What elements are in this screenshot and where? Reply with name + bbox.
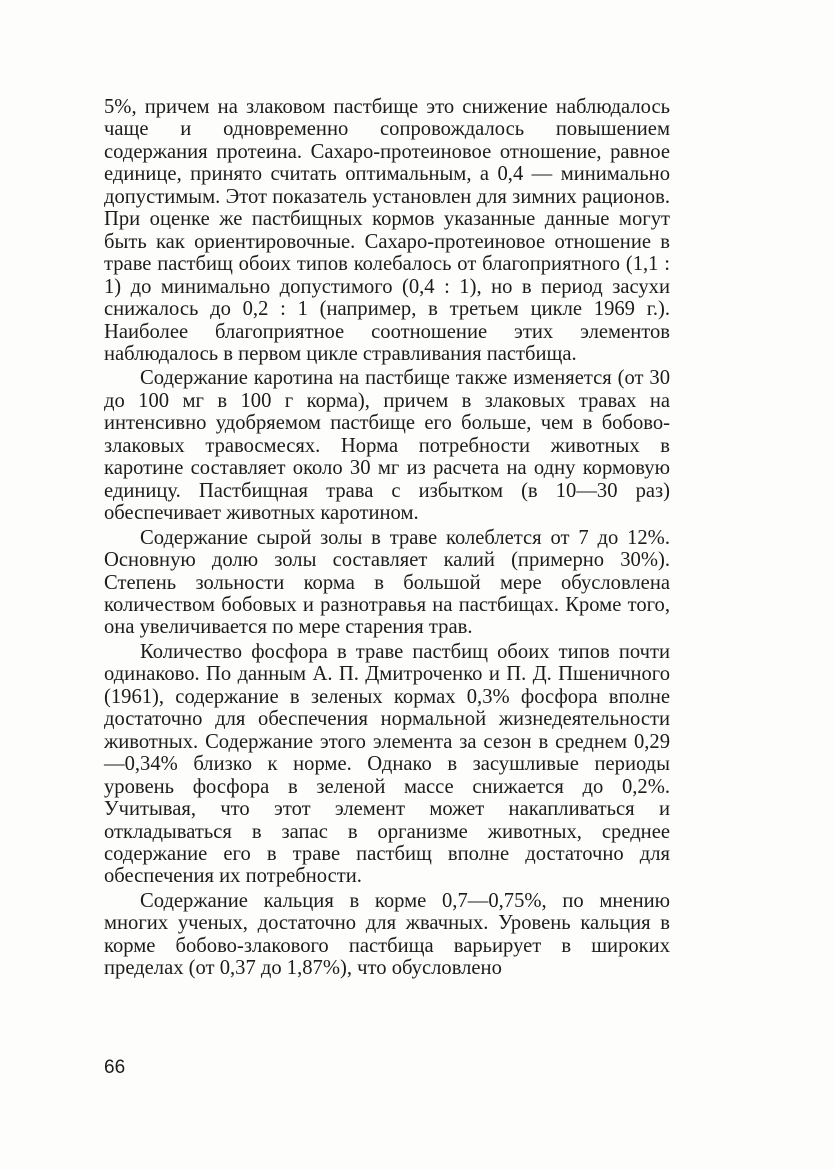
paragraph-carotene: Содержание каротина на пастбище также изменяется (от 30 до 100 мг в 100 г корма), причем в злаковых травах на интенсивно удобряемом пастбище его больше, чем в бобово-злаковых травосмесях. Норма потребности животных в каротине составляет около 30 мг из расчета на одну кормовую единицу. Пастбищная трава с избытком (в 10—30 раз) обеспечивает животных каротином.: [104, 367, 670, 525]
paragraph-calcium: Содержание кальция в корме 0,7—0,75%, по мнению многих ученых, достаточно для жвачных. Уровень кальция в корме бобово-злакового пастбища варьирует в широких пределах (от 0,37 до 1,87%), что обусловлено: [104, 889, 670, 980]
paragraph-phosphorus: Количество фосфора в траве пастбищ обоих типов почти одинаково. По данным А. П. Дмитроченко и П. Д. Пшеничного (1961), содержание в зеленых кормах 0,3% фосфора вполне достаточно для обеспечения нормальной жизнедеятельности животных. Содержание этого элемента за сезон в среднем 0,29—0,34% близко к норме. Однако в засушливые периоды уровень фосфора в зеленой массе снижается до 0,2%. Учитывая, что этот элемент может накапливаться и откладываться в запас в организме животных, среднее содержание его в траве пастбищ вполне достаточно для обеспечения их потребности.: [104, 640, 670, 888]
body-text: [104, 96, 670, 982]
page-number: 66: [104, 1057, 126, 1078]
paragraph-ash: Содержание сырой золы в траве колеблется от 7 до 12%. Основную долю золы составляет калий (примерно 30%). Степень зольности корма в большой мере обусловлена количеством бобовых и разнотравья на пастбищах. Кроме того, она увеличивается по мере старения трав.: [104, 526, 670, 639]
paragraph-sugar-protein: 5%, причем на злаковом пастбище это снижение наблюдалось чаще и одновременно сопровождалось повышением содержания протеина. Сахаро-протеиновое отношение, равное единице, принято считать оптимальным, а 0,4 — минимально допустимым. Этот показатель установлен для зимних рационов. При оценке же пастбищных кормов указанные данные могут быть как ориентировочные. Сахаро-протеиновое отношение в траве пастбищ обоих типов колебалось от благоприятного (1,1 : 1) до минимально допустимого (0,4 : 1), но в период засухи снижалось до 0,2 : 1 (например, в третьем цикле 1969 г.). Наиболее благоприятное соотношение этих элементов наблюдалось в первом цикле стравливания пастбища.: [104, 96, 670, 365]
